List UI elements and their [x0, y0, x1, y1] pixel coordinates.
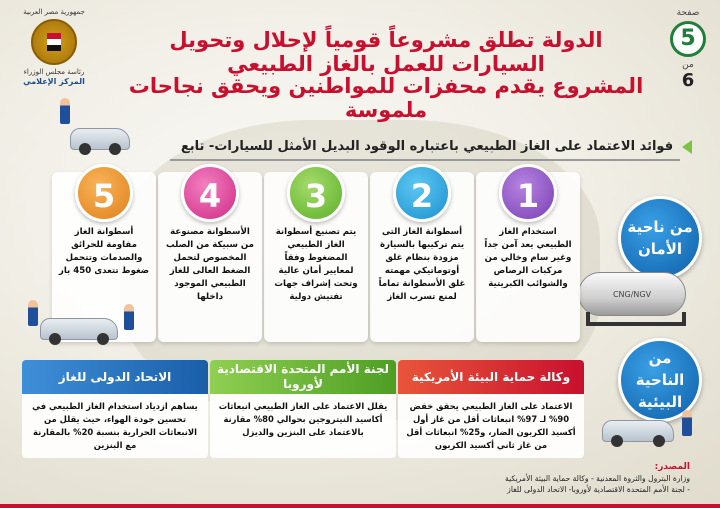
org-box-epa: [398, 360, 584, 458]
subtitle-divider: [170, 159, 680, 161]
environment-circle: من الناحية البيئية: [618, 338, 702, 422]
benefit-card-1: [476, 172, 580, 342]
headline-line2: المشروع يقدم محفزات للمواطنين ويحقق نجاحات ملموسة: [128, 74, 644, 122]
org-title: الاتحاد الدولى للغاز: [22, 360, 208, 394]
headline-line1: الدولة تطلق مشروعاً قومياً لإحلال وتحويل السيارات للعمل بالغاز الطبيعي: [169, 28, 603, 76]
card-number-badge: 1: [499, 164, 557, 222]
org-text: يساهم ازدياد استخدام الغاز الطبيعي في تحسين جودة الهواء، حيث يقلل من الانبعاثات الحرارية بنسبة 20% بالمقارنة مع البنزين: [32, 401, 198, 450]
card-text: استخدام الغاز الطبيعي يعد آمن جداً وغير سام وخالي من مركبات الرصاص والشوائب الكبريتية: [484, 227, 572, 289]
card-text: أسطوانة الغاز مقاومة للحرائق والصدمات وتتحمل ضغوط تتعدى 450 بار: [58, 227, 150, 276]
safety-circle: من ناحية الأمان: [618, 196, 702, 280]
card-text: يتم تصنيع أسطوانة الغاز الطبيعي المضغوط وفقاً لمعايير أمان عالية وتحت إشراف جهات تفتيش دولية: [274, 227, 358, 302]
card-text: الأسطوانة مصنوعة من سبيكة من الصلب المخصوص لتحمل الضغط العالى للغاز الطبيعي الموجود داخلها: [165, 227, 254, 302]
benefit-card-5: [52, 172, 156, 342]
sources-title: المصدر:: [654, 462, 690, 472]
cabinet-logo: [14, 8, 94, 108]
org-box-igu: [22, 360, 208, 458]
logo-media-center-text: المركز الإعلامي: [23, 77, 85, 86]
page-label: صفحة: [676, 8, 700, 18]
mechanic-illustration: [682, 410, 692, 436]
car-illustration: [602, 420, 674, 442]
sources-block: [50, 462, 690, 495]
org-box-unece: [210, 360, 396, 458]
card-number-badge: 2: [393, 164, 451, 222]
car-illustration: [40, 318, 118, 340]
card-text: أسطوانة الغاز التى يتم تركيبها بالسيارة مزودة بنظام غلق أوتوماتيكي مهمته غلق الأسطوانة تماماً لمنع تسرب الغاز: [378, 227, 466, 302]
car-illustration: [70, 128, 130, 150]
page-of-label: من: [682, 60, 694, 70]
card-number-badge: 5: [75, 164, 133, 222]
page-indicator: [668, 8, 708, 91]
page-current: 5: [670, 21, 706, 57]
logo-cabinet-text: رئاسة مجلس الوزراء: [23, 68, 85, 76]
org-text: الاعتماد على الغاز الطبيعي يحقق خفض 90% لـ 97% انبعاثات أقل من غاز أول أكسيد الكربون الضار، و25% انبعاثات أقل من غاز ثاني أكسيد الكربون: [406, 401, 576, 450]
card-number-badge: 4: [181, 164, 239, 222]
eagle-emblem-icon: [31, 19, 77, 65]
mechanic-illustration: [60, 98, 70, 124]
org-text: يقلل الاعتماد على الغاز الطبيعي انبعاثات أكاسيد النيتروجين بحوالي 80% مقارنة بالاعتماد على البنزين والديزل: [218, 401, 388, 437]
benefit-card-4: [158, 172, 262, 342]
bullet-triangle-icon: [682, 140, 692, 154]
tank-rack: [586, 312, 686, 326]
section-subtitle: فوائد الاعتماد على الغاز الطبيعي باعتباره الوقود البديل الأمثل للسيارات- تابع: [180, 139, 674, 154]
card-number-badge: 3: [287, 164, 345, 222]
mechanic-illustration: [124, 304, 134, 330]
mechanic-illustration: [28, 300, 38, 326]
footer-bar: [0, 504, 720, 508]
sources-line2: - لجنة الأمم المتحدة الاقتصادية لأوروبا- الاتحاد الدولى للغاز: [507, 485, 690, 494]
benefit-card-3: [264, 172, 368, 342]
sources-line1: وزارة البترول والثروة المعدنية - وكالة حماية البيئة الأمريكية: [505, 474, 690, 483]
org-title: لجنة الأمم المتحدة الاقتصادية لأوروبا: [210, 360, 396, 394]
org-title: وكالة حماية البيئة الأمريكية: [398, 360, 584, 394]
logo-country-text: جمهورية مصر العربية: [23, 8, 85, 16]
gas-tank-icon: CNG/NGV: [578, 272, 686, 316]
page-total: 6: [681, 70, 695, 91]
benefit-card-2: [370, 172, 474, 342]
